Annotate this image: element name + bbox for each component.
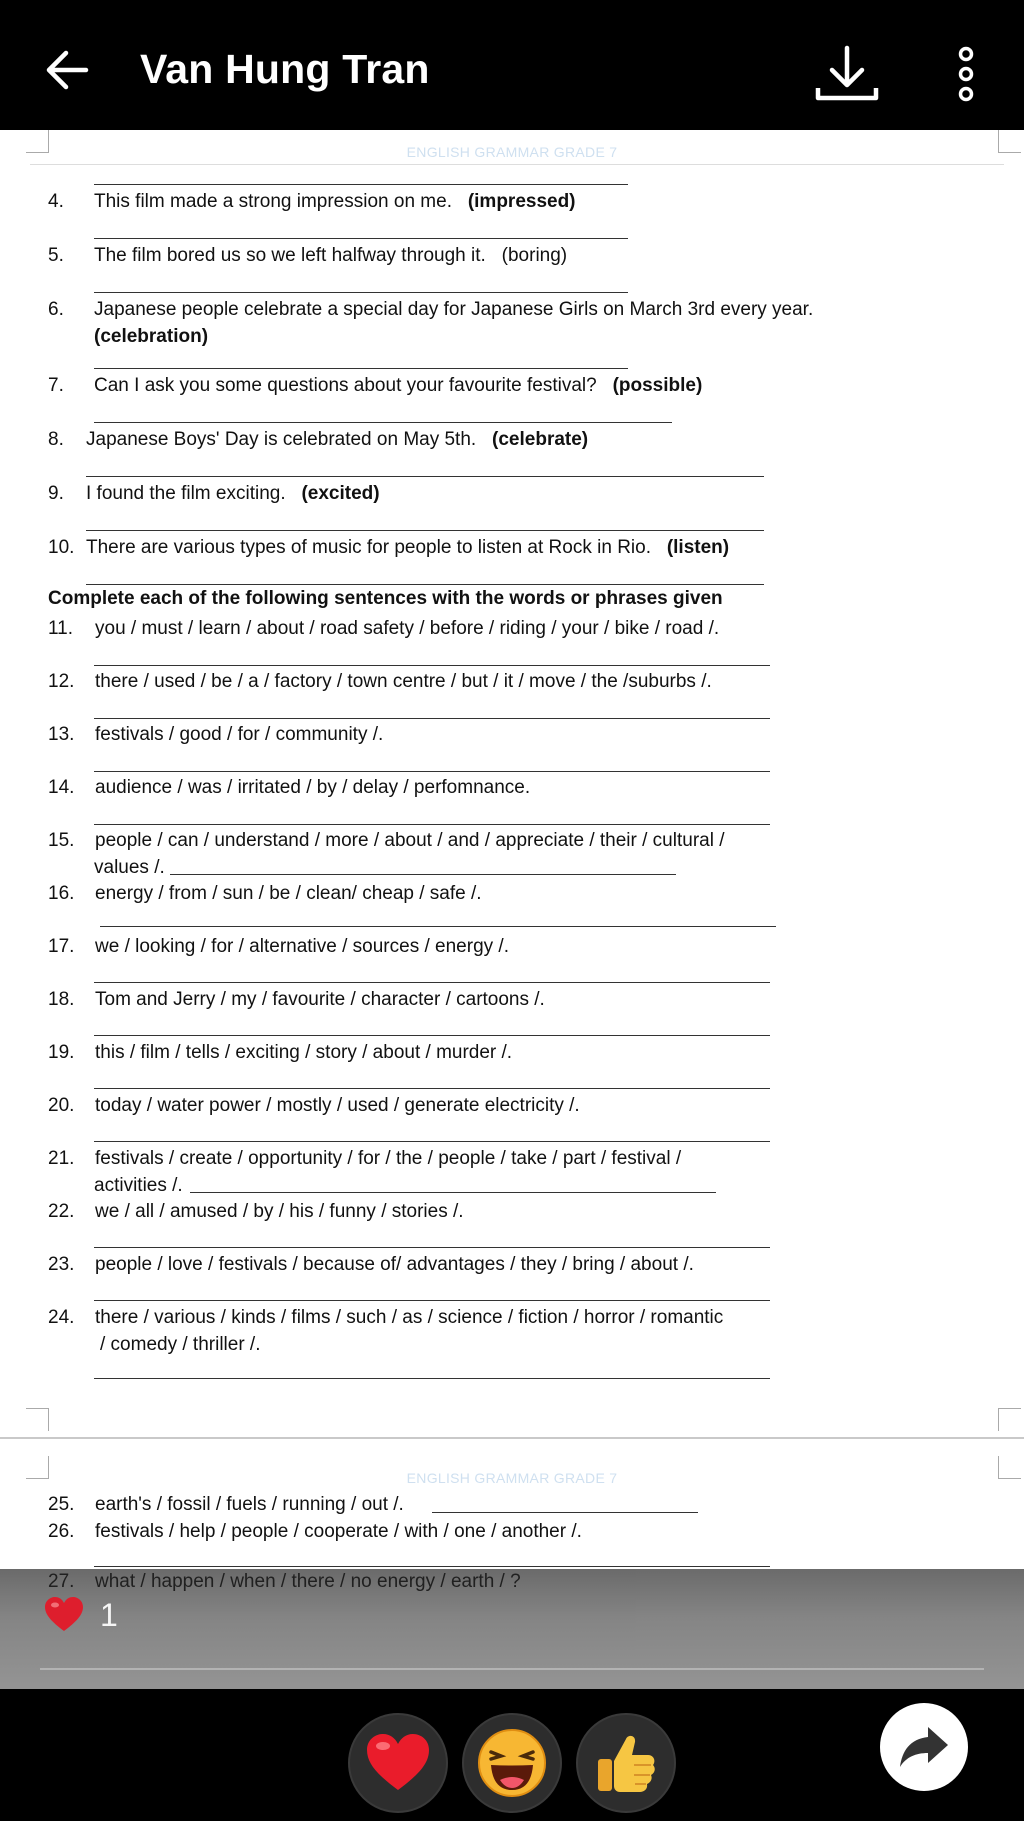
question-number: 10.: [48, 537, 75, 558]
answer-line: [170, 874, 676, 875]
back-button[interactable]: [40, 40, 100, 100]
page-corner-mark: [26, 1408, 49, 1431]
heart-icon: [44, 1597, 84, 1633]
laughing-face-icon: [477, 1728, 547, 1798]
question-6-hint-line: [94, 323, 208, 350]
question-hint: (excited): [301, 483, 380, 504]
react-haha-button[interactable]: [462, 1713, 562, 1813]
share-button[interactable]: [880, 1703, 968, 1791]
question-number: 9.: [48, 483, 64, 504]
question-text: Japanese Boys' Day is celebrated on May 5th.: [86, 429, 477, 450]
question-text: Tom and Jerry / my / favourite / character / cartoons /.: [95, 989, 545, 1010]
question-text: This film made a strong impression on me.: [94, 191, 452, 212]
more-options-button[interactable]: [946, 46, 986, 102]
question-text-continued: / comedy / thriller /.: [100, 1334, 261, 1355]
question-text: earth's / fossil / fuels / running / out /.: [95, 1494, 404, 1515]
question-number: 7.: [48, 375, 64, 396]
question-text: The film bored us so we left halfway through it.: [94, 245, 486, 266]
app-bar: [0, 0, 1024, 130]
download-button[interactable]: [812, 44, 882, 104]
question-text: we / all / amused / by / his / funny / stories /.: [95, 1201, 464, 1222]
author-name-title: Van Hung Tran: [140, 46, 430, 92]
question-text: what / happen / when / there / no energy / earth / ?: [95, 1571, 521, 1592]
header-rule: [30, 164, 1004, 165]
answer-line: [94, 1141, 770, 1142]
document-viewer[interactable]: [0, 130, 1024, 1569]
answer-line: [94, 1566, 770, 1567]
question-15-continuation: [94, 854, 165, 881]
question-text: energy / from / sun / be / clean/ cheap / safe /.: [95, 883, 482, 904]
answer-line: [94, 1300, 770, 1301]
question-number: 22.: [48, 1201, 75, 1222]
react-love-button[interactable]: [348, 1713, 448, 1813]
answer-line: [190, 1192, 716, 1193]
question-number: 21.: [48, 1148, 75, 1169]
share-icon: [898, 1725, 950, 1769]
question-text: this / film / tells / exciting / story / about / murder /.: [95, 1042, 513, 1063]
question-text-continued: activities /.: [94, 1175, 183, 1196]
question-hint: (celebration): [94, 326, 209, 347]
question-number: 25.: [48, 1494, 75, 1515]
answer-line: [86, 530, 764, 531]
question-text: There are various types of music for people to listen at Rock in Rio.: [86, 537, 651, 558]
question-text: today / water power / mostly / used / generate electricity /.: [95, 1095, 580, 1116]
like-count: 1: [100, 1596, 118, 1633]
question-text: audience / was / irritated / by / delay / perfomnance.: [95, 777, 531, 798]
answer-line: [94, 368, 628, 369]
answer-line: [94, 771, 770, 772]
question-number: 8.: [48, 429, 64, 450]
question-number: 18.: [48, 989, 75, 1010]
question-number: 16.: [48, 883, 75, 904]
answer-line: [94, 238, 628, 239]
question-hint: (impressed): [467, 191, 576, 212]
question-hint: (boring): [501, 245, 568, 266]
overlay-divider: [40, 1668, 984, 1670]
question-text: people / can / understand / more / about / and / appreciate / their / cultural /: [95, 830, 725, 851]
answer-line: [94, 1247, 770, 1248]
answer-line: [94, 292, 628, 293]
question-hint: (listen): [666, 537, 730, 558]
question-text-continued: values /.: [94, 857, 165, 878]
question-number: 6.: [48, 299, 64, 320]
heart-icon: [365, 1733, 431, 1793]
download-icon: [812, 44, 882, 104]
answer-line: [86, 476, 764, 477]
answer-line: [86, 584, 764, 585]
question-text: festivals / help / people / cooperate / with / one / another /.: [95, 1521, 582, 1542]
bottom-action-bar: [0, 1689, 1024, 1821]
answer-line: [94, 422, 672, 423]
question-number: 26.: [48, 1521, 75, 1542]
answer-line: [94, 1088, 770, 1089]
question-text: festivals / create / opportunity / for / the / people / take / part / festival /: [95, 1148, 682, 1169]
question-text: you / must / learn / about / road safety / before / riding / your / bike / road /.: [95, 618, 720, 639]
question-text: I found the film exciting.: [86, 483, 286, 504]
reactions-overlay: [0, 1569, 1024, 1689]
answer-line: [94, 1035, 770, 1036]
answer-line: [100, 926, 776, 927]
answer-line: [94, 1378, 770, 1379]
more-vertical-icon: [946, 46, 986, 102]
question-number: 4.: [48, 191, 64, 212]
question-number: 5.: [48, 245, 64, 266]
question-number: 13.: [48, 724, 75, 745]
question-number: 24.: [48, 1307, 75, 1328]
reaction-summary[interactable]: [44, 1597, 118, 1633]
question-text: there / used / be / a / factory / town centre / but / it / move / the /suburbs /.: [95, 671, 712, 692]
question-number: 12.: [48, 671, 75, 692]
answer-line: [432, 1512, 698, 1513]
question-text: Japanese people celebrate a special day for Japanese Girls on March 3rd every year.: [94, 299, 814, 320]
question-24-continuation: [100, 1331, 261, 1358]
page-corner-mark: [998, 1408, 1021, 1431]
react-like-button[interactable]: [576, 1713, 676, 1813]
page-header: ENGLISH GRAMMAR GRADE 7: [406, 1470, 618, 1486]
answer-line: [94, 824, 770, 825]
question-text: people / love / festivals / because of/ advantages / they / bring / about /.: [95, 1254, 694, 1275]
question-number: 14.: [48, 777, 75, 798]
question-number: 15.: [48, 830, 75, 851]
question-21-continuation: [94, 1172, 183, 1199]
question-number: 17.: [48, 936, 75, 957]
question-number: 11.: [48, 618, 74, 639]
thumbs-up-icon: [594, 1731, 658, 1795]
question-hint: (possible): [612, 375, 703, 396]
question-number: 27.: [48, 1571, 75, 1592]
question-text: Can I ask you some questions about your favourite festival?: [94, 375, 597, 396]
question-text: there / various / kinds / films / such / as / science / fiction / horror / romantic: [95, 1307, 724, 1328]
answer-line: [94, 982, 770, 983]
page-break: [0, 1437, 1024, 1439]
question-number: 20.: [48, 1095, 75, 1116]
question-number: 23.: [48, 1254, 75, 1275]
answer-line: [94, 184, 628, 185]
arrow-left-icon: [40, 40, 100, 100]
section-title: Complete each of the following sentences with the words or phrases given: [48, 588, 723, 609]
question-text: we / looking / for / alternative / sources / energy /.: [95, 936, 509, 957]
question-number: 19.: [48, 1042, 75, 1063]
question-text: festivals / good / for / community /.: [95, 724, 384, 745]
page-header: ENGLISH GRAMMAR GRADE 7: [406, 144, 618, 160]
question-hint: (celebrate): [492, 429, 589, 450]
answer-line: [94, 665, 770, 666]
answer-line: [94, 718, 770, 719]
